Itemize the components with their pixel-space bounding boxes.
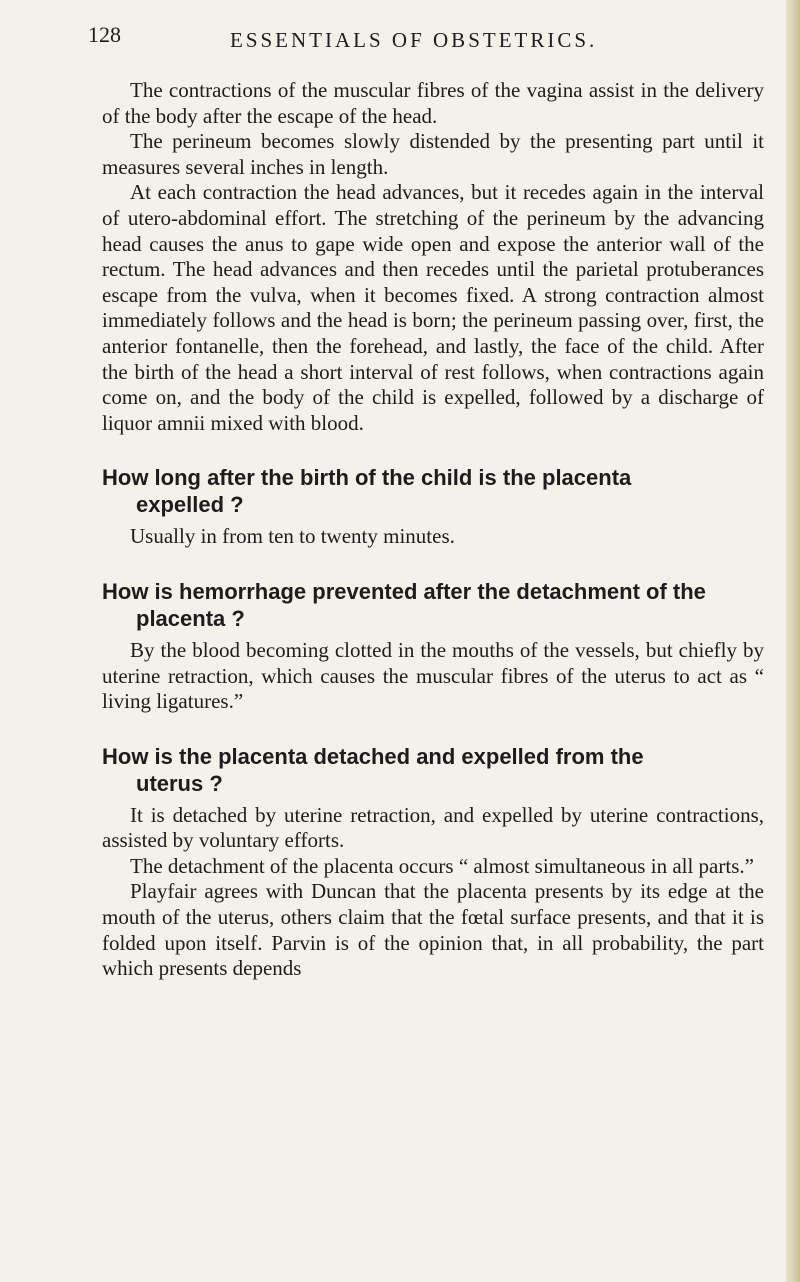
- paragraph: The perineum becomes slowly distended by the presenting part until it measures several inches in length.: [102, 129, 764, 179]
- page-body: [102, 78, 764, 982]
- page-number: 128: [88, 22, 121, 47]
- question-heading: [102, 464, 764, 518]
- running-head: ESSENTIALS OF OBSTETRICS.: [230, 28, 598, 52]
- page-edge: [786, 0, 800, 1282]
- question-heading: [102, 578, 764, 632]
- paragraph: At each contraction the head advances, but it recedes again in the interval of utero-abdominal effort. The stretching of the perineum by the advancing head causes the anus to gape wide open and expose the anterior wall of the rectum. The head advances and then recedes until the parietal protuberances escape from the vulva, when it becomes fixed. A strong contraction almost immediately follows and the head is born; the perineum passing over, first, the anterior fontanelle, then the forehead, and lastly, the face of the child. After the birth of the head a short interval of rest follows, when contractions again come on, and the body of the child is expelled, followed by a discharge of liquor amnii mixed with blood.: [102, 180, 764, 435]
- answer-paragraph: By the blood becoming clotted in the mouths of the vessels, but chiefly by uterine retraction, which causes the muscular fibres of the uterus to act as “ living ligatures.”: [102, 637, 764, 714]
- question-line: How is hemorrhage prevented after the detachment of the: [102, 578, 706, 604]
- answer-paragraph: Playfair agrees with Duncan that the placenta presents by its edge at the mouth of the uterus, others claim that the fœtal surface presents, and that it is folded upon itself. Parvin is of the opinion that, in all probability, the part which presents depends: [102, 879, 764, 981]
- answer-paragraph: It is detached by uterine retraction, and expelled by uterine contractions, assisted by voluntary efforts.: [102, 802, 764, 853]
- answer-paragraph: The detachment of the placenta occurs “ almost simultaneous in all parts.”: [130, 853, 754, 878]
- question-line: How is the placenta detached and expelled from the: [102, 743, 644, 769]
- question-line: How long after the birth of the child is the placenta: [102, 465, 632, 491]
- question-line-continued: expelled ?: [136, 492, 244, 518]
- question-line-continued: uterus ?: [136, 770, 223, 796]
- page-header: [88, 22, 728, 62]
- answer-paragraph: Usually in from ten to twenty minutes.: [130, 524, 455, 549]
- paragraph: The contractions of the muscular fibres of the vagina assist in the delivery of the body after the escape of the head.: [102, 78, 764, 128]
- question-line-continued: placenta ?: [136, 605, 245, 631]
- question-heading: [102, 743, 764, 797]
